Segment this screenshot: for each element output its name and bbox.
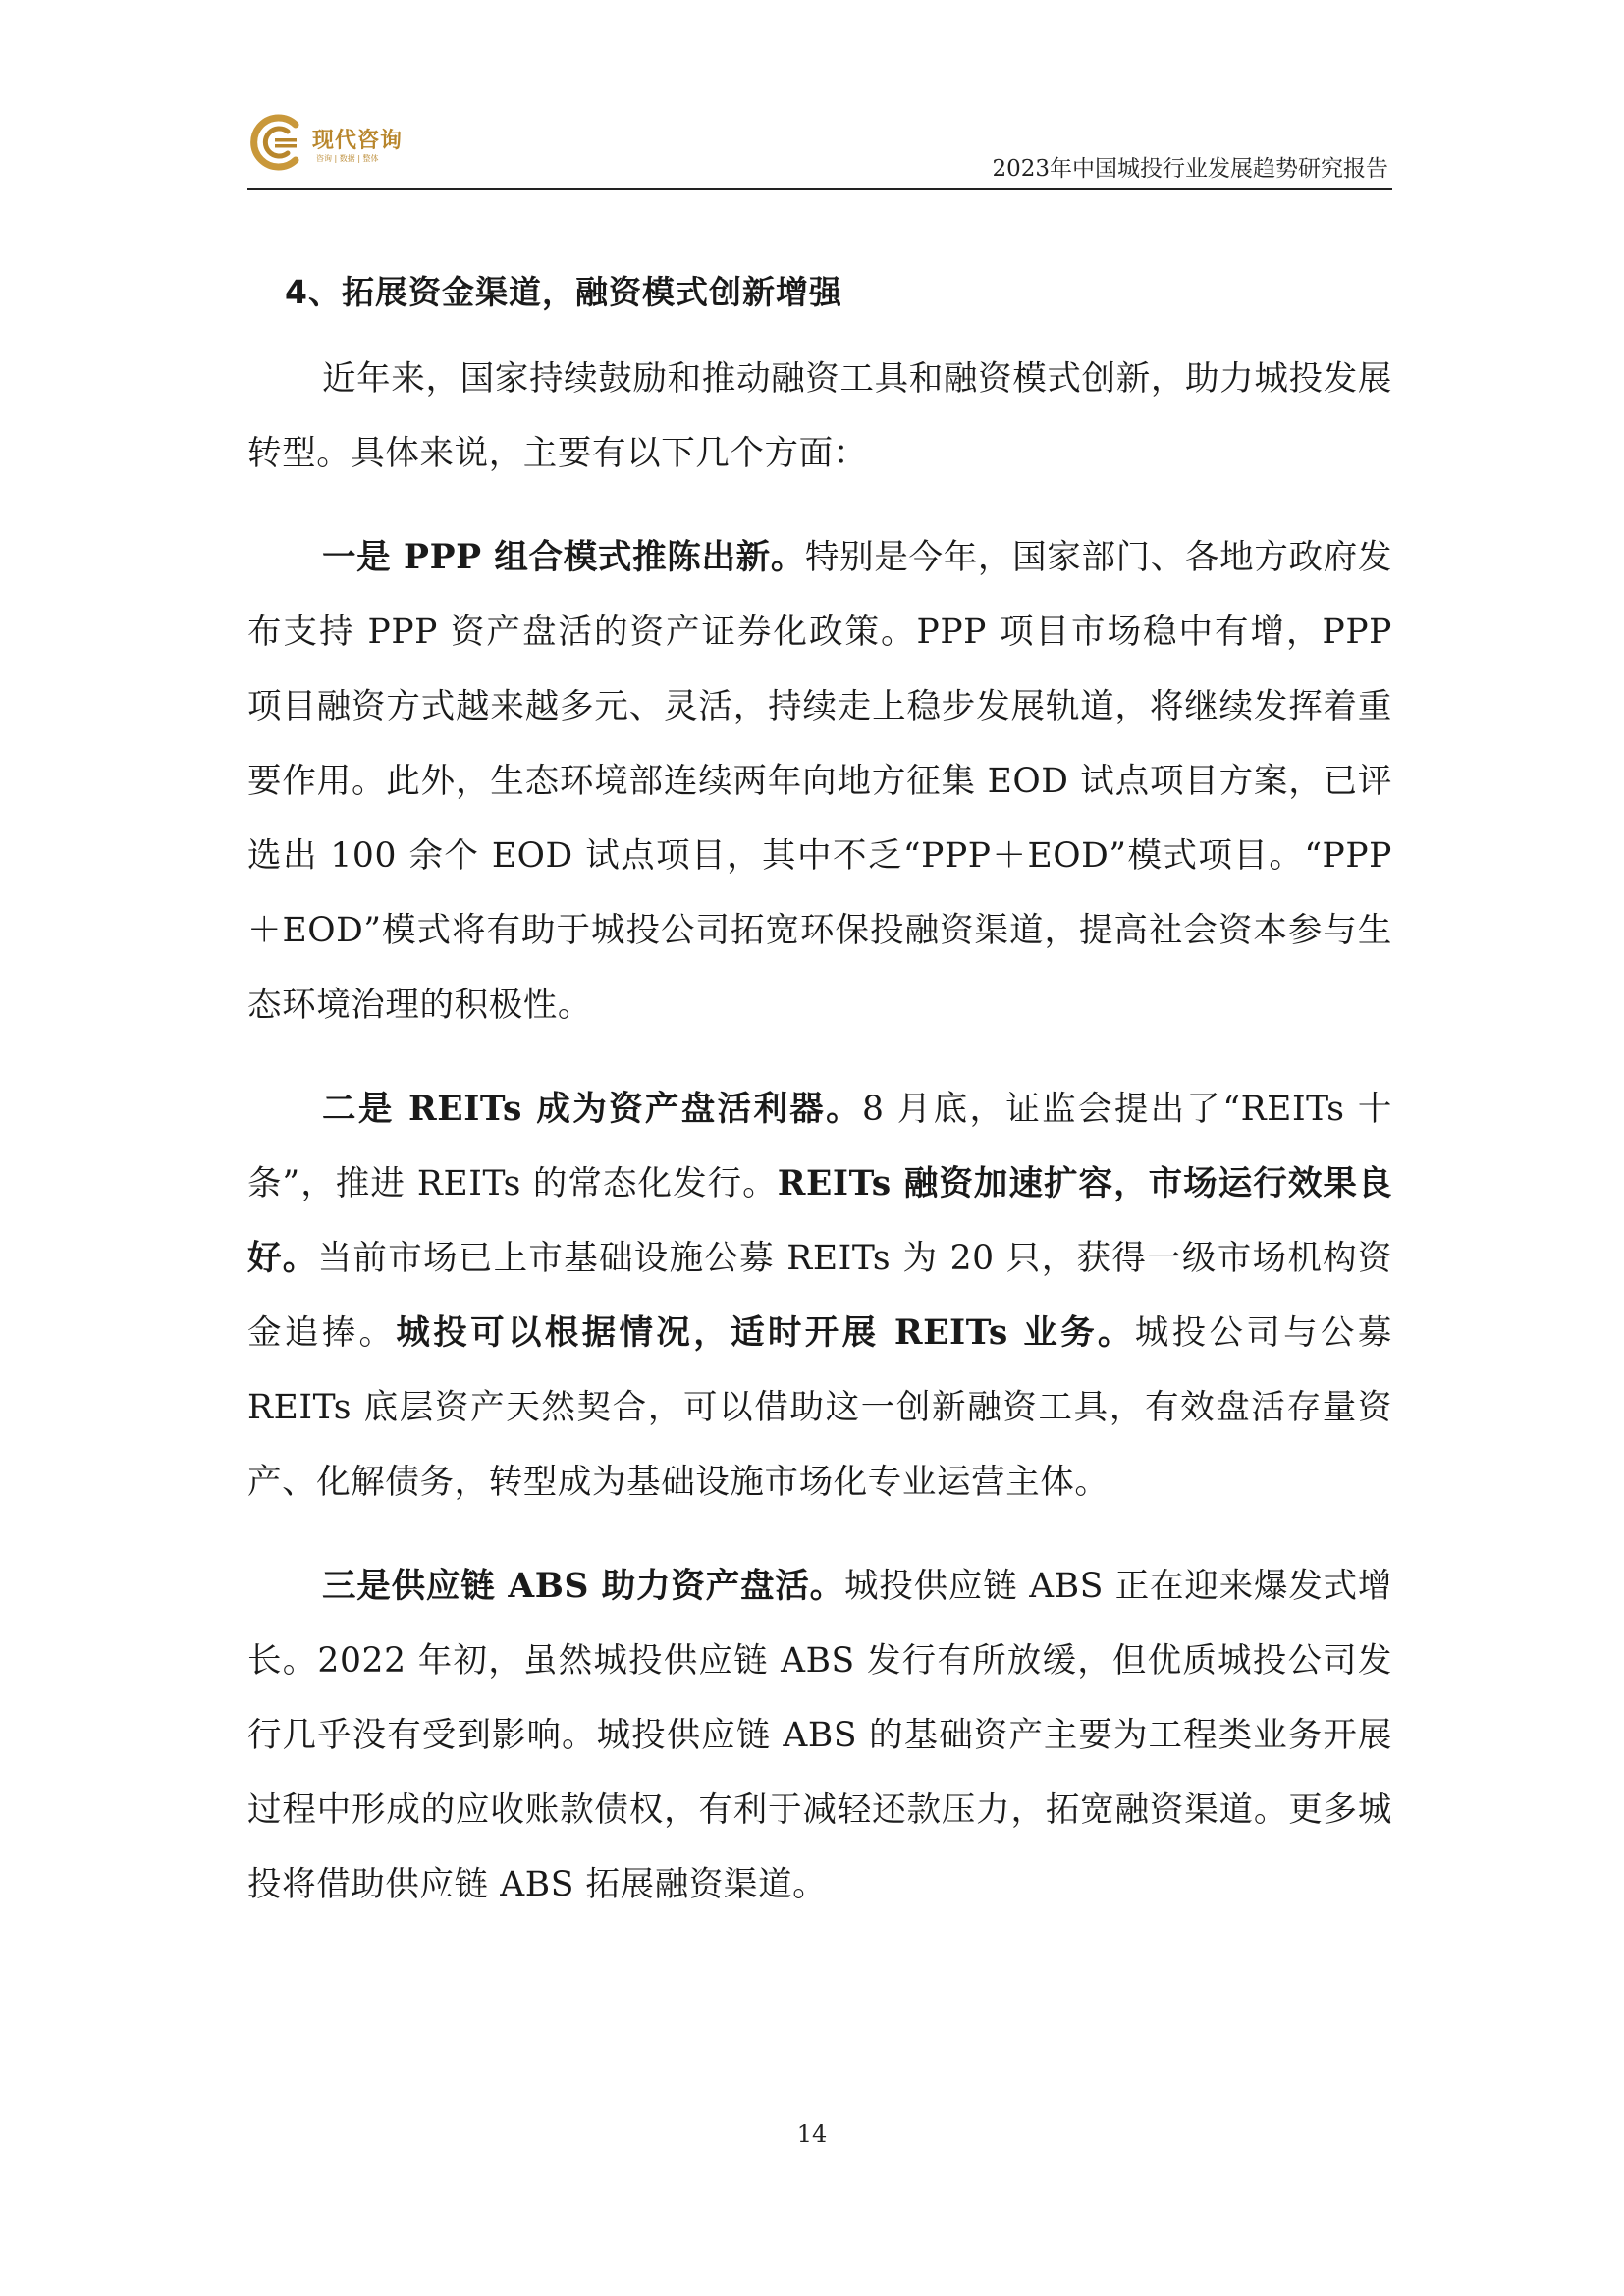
paragraph-reits-text-2: 当前市场已上市基础设施公募 REITs 为 20 只，获得一级市场机构资金追捧。 [247, 1239, 1393, 1353]
paragraph-reits-text-3: 城投公司与公募 REITs 底层资产天然契合，可以借助这一创新融资工具，有效盘活存量资产、化解债务，转型成为基础设施市场化专业运营主体。 [247, 1313, 1392, 1502]
paragraph-reits-text-1: 8 月底，证监会提出了“REITs 十条”，推进 REITs 的常态化发行。 [247, 1090, 1392, 1203]
logo-subtitle: 咨询 | 数据 | 整体 [316, 154, 379, 163]
paragraph-abs [247, 1549, 1392, 1922]
section-heading: 4、拓展资金渠道，融资模式创新增强 [285, 273, 842, 311]
logo-title: 现代咨询 [312, 129, 404, 153]
intro-paragraph: 近年来，国家持续鼓励和推动融资工具和融资模式创新，助力城投发展转型。具体来说，主要有以下几个方面： [247, 359, 1392, 473]
paragraph-ppp [247, 520, 1392, 1042]
paragraph-abs-lead: 三是供应链 ABS 助力资产盘活。 [322, 1567, 844, 1606]
document-body [247, 263, 1392, 1922]
page-number: 14 [796, 2120, 828, 2148]
paragraph-reits [247, 1072, 1392, 1520]
report-title: 2023年中国城投行业发展趋势研究报告 [992, 156, 1388, 182]
logo-emblem-icon [247, 112, 308, 173]
paragraph-reits-lead: 二是 REITs 成为资产盘活利器。 [322, 1090, 862, 1129]
company-logo [247, 108, 424, 177]
paragraph-reits-bold-2: 城投可以根据情况，适时开展 REITs 业务。 [396, 1313, 1135, 1353]
paragraph-ppp-body: 特别是今年，国家部门、各地方政府发布支持 PPP 资产盘活的资产证券化政策。PPP 项目市场稳中有增，PPP 项目融资方式越来越多元、灵活，持续走上稳步发展轨道，将继续发挥着重要作用。此外，生态环境部连续两年向地方征集 EOD 试点项目方案，已评选出 100 余个 EOD 试点项目，其中不乏“PPP＋EOD”模式项目。“PPP＋EOD”模式将有助于城投公司拓宽环保投融资渠道，提高社会资本参与生态环境治理的积极性。 [247, 538, 1392, 1025]
paragraph-ppp-lead: 一是 PPP 组合模式推陈出新。 [322, 538, 805, 577]
paragraph-abs-body: 城投供应链 ABS 正在迎来爆发式增长。2022 年初，虽然城投供应链 ABS 发行有所放缓，但优质城投公司发行几乎没有受到影响。城投供应链 ABS 的基础资产主要为工程类业务开展过程中形成的应收账款债权，有利于减轻还款压力，拓宽融资渠道。更多城投将借助供应链 ABS 拓展融资渠道。 [247, 1567, 1392, 1904]
page-header [247, 108, 1392, 190]
paragraph-reits-bold-1: REITs 融资加速扩容，市场运行效果良好。 [247, 1164, 1393, 1278]
